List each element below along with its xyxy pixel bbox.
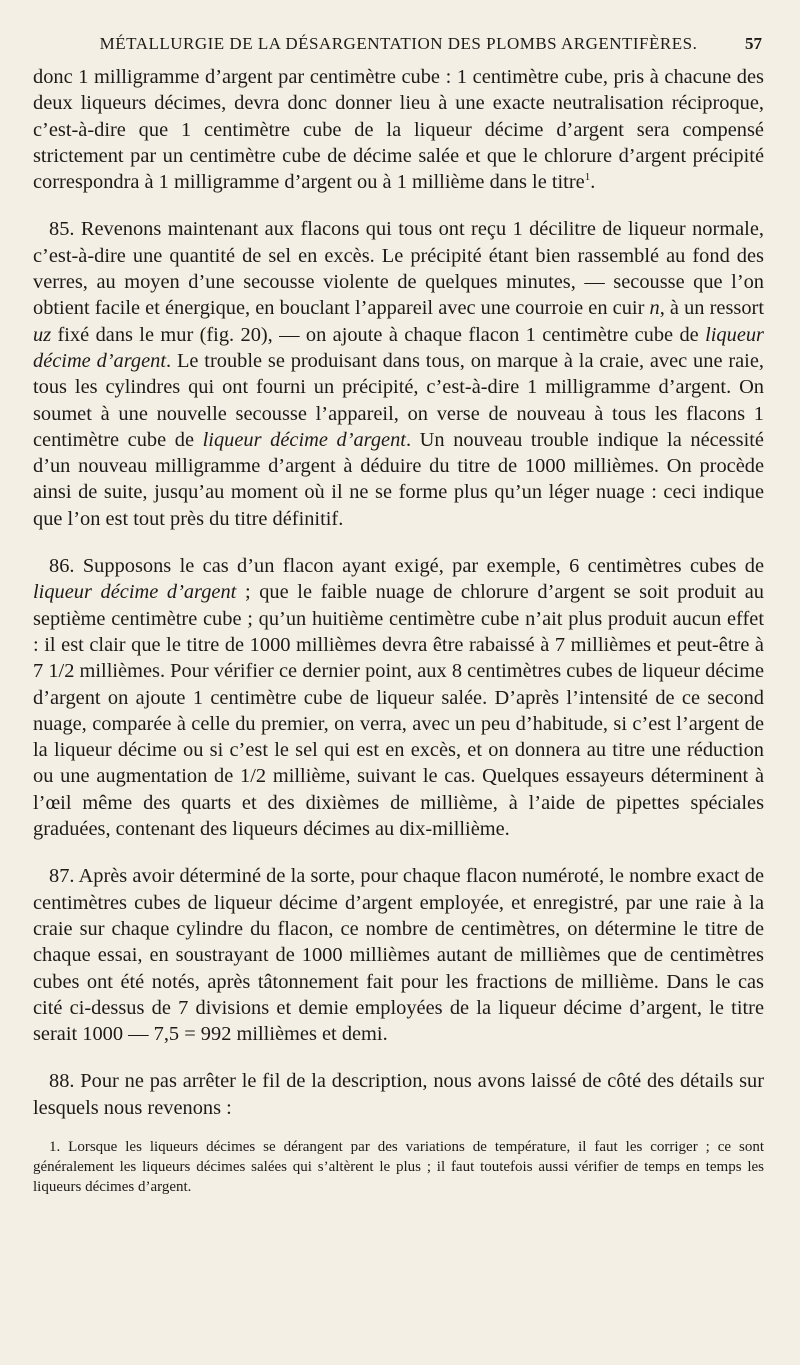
paragraph (33, 1068, 764, 1121)
paragraph-gap (33, 842, 764, 863)
paragraph (33, 553, 764, 842)
text-run: . (590, 171, 596, 194)
running-title: MÉTALLURGIE DE LA DÉSARGENTATION DES PLOMBS ARGENTIFÈRES. (99, 34, 698, 53)
italic-run: n (649, 297, 660, 320)
italic-run: uz (33, 323, 52, 346)
text-run: donc 1 milligramme d’argent par centimètre cube : 1 centimètre cube, pris à chacune des deux liqueurs décimes, devra donc donner lieu à une exacte neutralisation réciproque, c’est-à-dire que 1 centimètre cube de la liqueur décime d’argent sera compensé strictement par un centimètre cube de décime salée et que le chlorure d’argent précipité correspondra à 1 milligramme d’argent ou à 1 millième dans le titre (33, 66, 764, 194)
body-text (33, 64, 764, 1121)
paragraph (33, 64, 764, 195)
text-run: 86. Supposons le cas d’un flacon ayant exigé, par exemple, 6 centimètres cubes de (49, 555, 764, 578)
page-number: 57 (745, 34, 762, 53)
paragraph-gap (33, 532, 764, 553)
text-run: fixé dans le mur (fig. 20), — on ajoute à chaque flacon 1 centimètre cube de (51, 323, 706, 346)
text-run: . Un nouveau trouble indique la nécessité d’un nouveau milligramme d’argent à déduire du titre de 1000 millièmes. On procède ainsi de suite, jusqu’au moment où il ne se forme plus qu’un léger nuage : ceci indique que l’on est tout près du titre définitif. (33, 428, 764, 530)
paragraph-gap (33, 195, 764, 216)
footnote-marker: 1 (584, 171, 591, 184)
italic-run: liqueur décime d’argent (202, 428, 406, 451)
text-run: ; que le faible nuage de chlorure d’argent se soit produit au septième centimètre cube ; qu’un huitième centimètre cube n’ait plus produit aucun effet : il est clair que le titre de 1000 millièmes devra être rabaissé à 7 millièmes et peut-être à 7 1/2 millièmes. Pour vérifier ce dernier point, aux 8 centimètres cubes de liqueur décime d’argent on ajoute 1 centimètre cube de liqueur salée. D’après l’intensité de ce second nuage, comparée à celle du premier, on verra, avec un peu d’habitude, si c’est l’argent de la liqueur décime ou si c’est le sel qui est en excès, et on donnera au titre une réduction ou une augmentation de 1/2 millième, suivant le cas. Quelques essayeurs déterminent à l’œil même des quarts et des dixièmes de millième, à l’aide de pipettes spéciales graduées, contenant des liqueurs décimes au dix-millième. (33, 581, 764, 841)
paragraph (33, 863, 764, 1047)
italic-run: liqueur décime d’argent (33, 581, 237, 604)
paragraph-gap (33, 1047, 764, 1068)
italic-run: liqueur décime d’argent (33, 323, 764, 372)
running-header (33, 34, 764, 64)
text-run: , à un ressort (659, 297, 764, 320)
footnotes (33, 1137, 764, 1197)
text-run: 88. Pour ne pas arrêter le fil de la description, nous avons laissé de côté des détails sur lesquels nous revenons : (33, 1070, 764, 1119)
text-run: . Le trouble se produisant dans tous, on marque à la craie, avec une raie, tous les cylindres qui ont fourni un précipité, c’est-à-dire 1 milligramme d’argent. On soumet à une nouvelle secousse l’appareil, on verse de nouveau à tous les flacons 1 centimètre cube de (33, 349, 764, 451)
paragraph (33, 216, 764, 532)
text-run: 85. Revenons maintenant aux flacons qui tous ont reçu 1 décilitre de liqueur normale, c’est-à-dire une quantité de sel en excès. Le précipité étant bien rassemblé au fond des verres, au moyen d’une secousse violente de quelques minutes, — secousse que l’on obtient facile et énergique, en bouclant l’appareil avec une courroie en cuir (33, 218, 764, 320)
footnote: 1. Lorsque les liqueurs décimes se dérangent par des variations de température, il faut les corriger ; ce sont généralement les liqueurs décimes salées qui s’altèrent le plus ; il faut toutefois aussi vérifier de temps en temps les liqueurs décimes d’argent. (33, 1138, 764, 1195)
text-run: 87. Après avoir déterminé de la sorte, pour chaque flacon numéroté, le nombre exact de centimètres cubes de liqueur décime d’argent employée, et enregistré, par une raie à la craie sur chaque cylindre du flacon, ce nombre de centimètres, on détermine le titre de chaque essai, en soustrayant de 1000 millièmes autant de millièmes que de centimètres cubes ont été notés, après tâtonnement fait pour les fractions de millième. Dans le cas cité ci-dessus de 7 divisions et demie employées de la liqueur décime d’argent, le titre serait 1000 — 7,5 = 992 millièmes et demi. (33, 865, 764, 1046)
